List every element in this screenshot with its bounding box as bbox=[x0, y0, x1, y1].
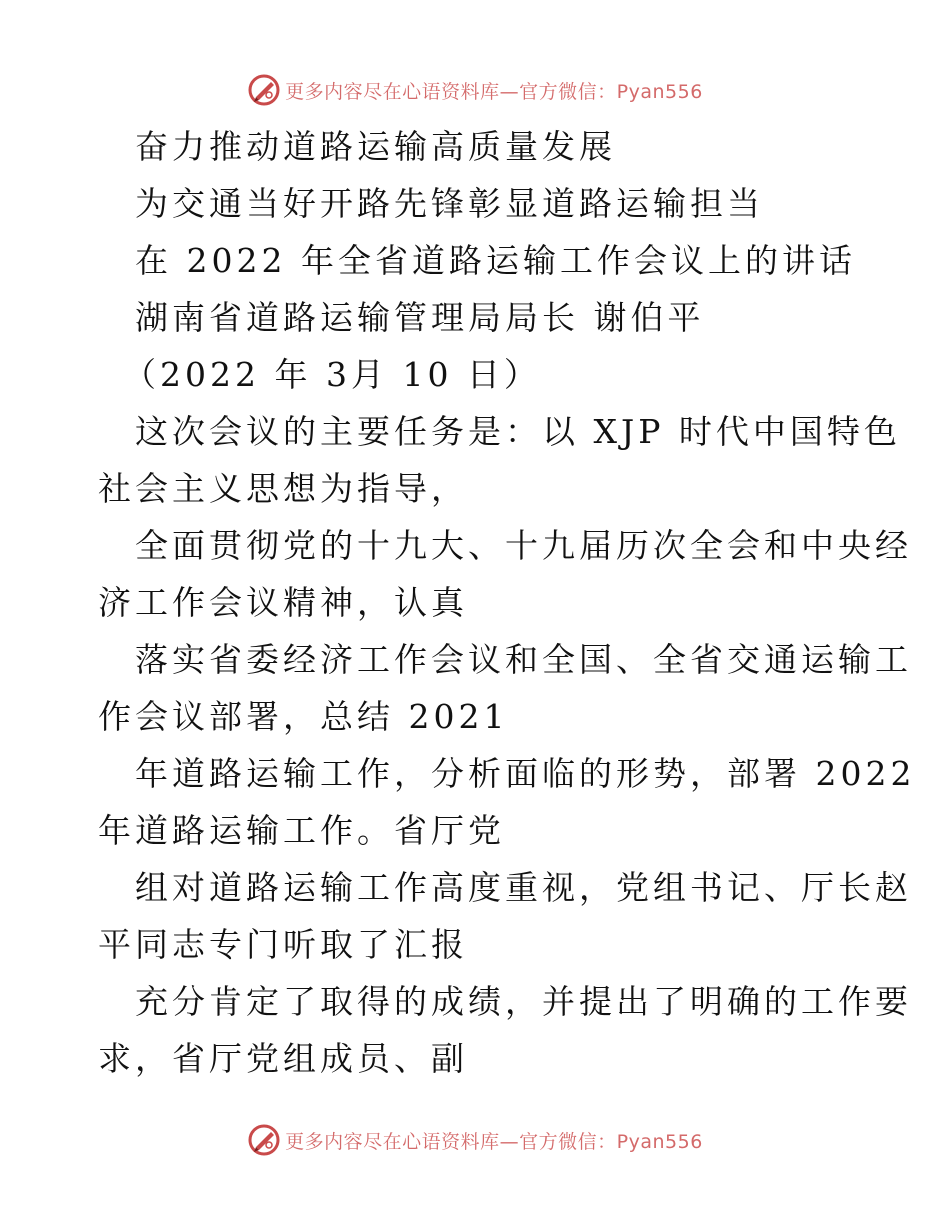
doc-title: 奋力推动道路运输高质量发展 bbox=[135, 127, 616, 166]
doc-line: 这次会议的主要任务是：以 XJP 时代中国特色 bbox=[135, 412, 901, 451]
doc-line: 组对道路运输工作高度重视，党组书记、厅长赵 bbox=[135, 868, 912, 907]
doc-occasion: 在 2022 年全省道路运输工作会议上的讲话 bbox=[135, 241, 856, 280]
doc-line: 年道路运输工作，分析面临的形势，部署 2022 bbox=[135, 754, 916, 793]
pen-seal-icon bbox=[247, 1123, 281, 1157]
doc-date: （2022 年 3月 10 日） bbox=[123, 355, 541, 394]
header-watermark-text: 更多内容尽在心语资料库—官方微信：Pyan556 bbox=[285, 80, 703, 103]
doc-author: 湖南省道路运输管理局局长 谢伯平 bbox=[135, 298, 705, 337]
doc-line: 年道路运输工作。省厅党 bbox=[98, 811, 505, 850]
doc-line: 平同志专门听取了汇报 bbox=[98, 925, 468, 964]
doc-line: 全面贯彻党的十九大、十九届历次全会和中央经 bbox=[135, 526, 912, 565]
doc-line: 社会主义思想为指导， bbox=[98, 469, 468, 508]
doc-line: 充分肯定了取得的成绩，并提出了明确的工作要 bbox=[135, 982, 912, 1021]
doc-line: 作会议部署，总结 2021 bbox=[98, 697, 509, 736]
doc-subtitle: 为交通当好开路先锋彰显道路运输担当 bbox=[135, 184, 764, 223]
footer-watermark-text: 更多内容尽在心语资料库—官方微信：Pyan556 bbox=[285, 1130, 703, 1153]
doc-line: 落实省委经济工作会议和全国、全省交通运输工 bbox=[135, 640, 912, 679]
doc-line: 济工作会议精神，认真 bbox=[98, 583, 468, 622]
footer-watermark-banner bbox=[0, 1120, 950, 1160]
doc-line: 求，省厅党组成员、副 bbox=[98, 1039, 468, 1078]
